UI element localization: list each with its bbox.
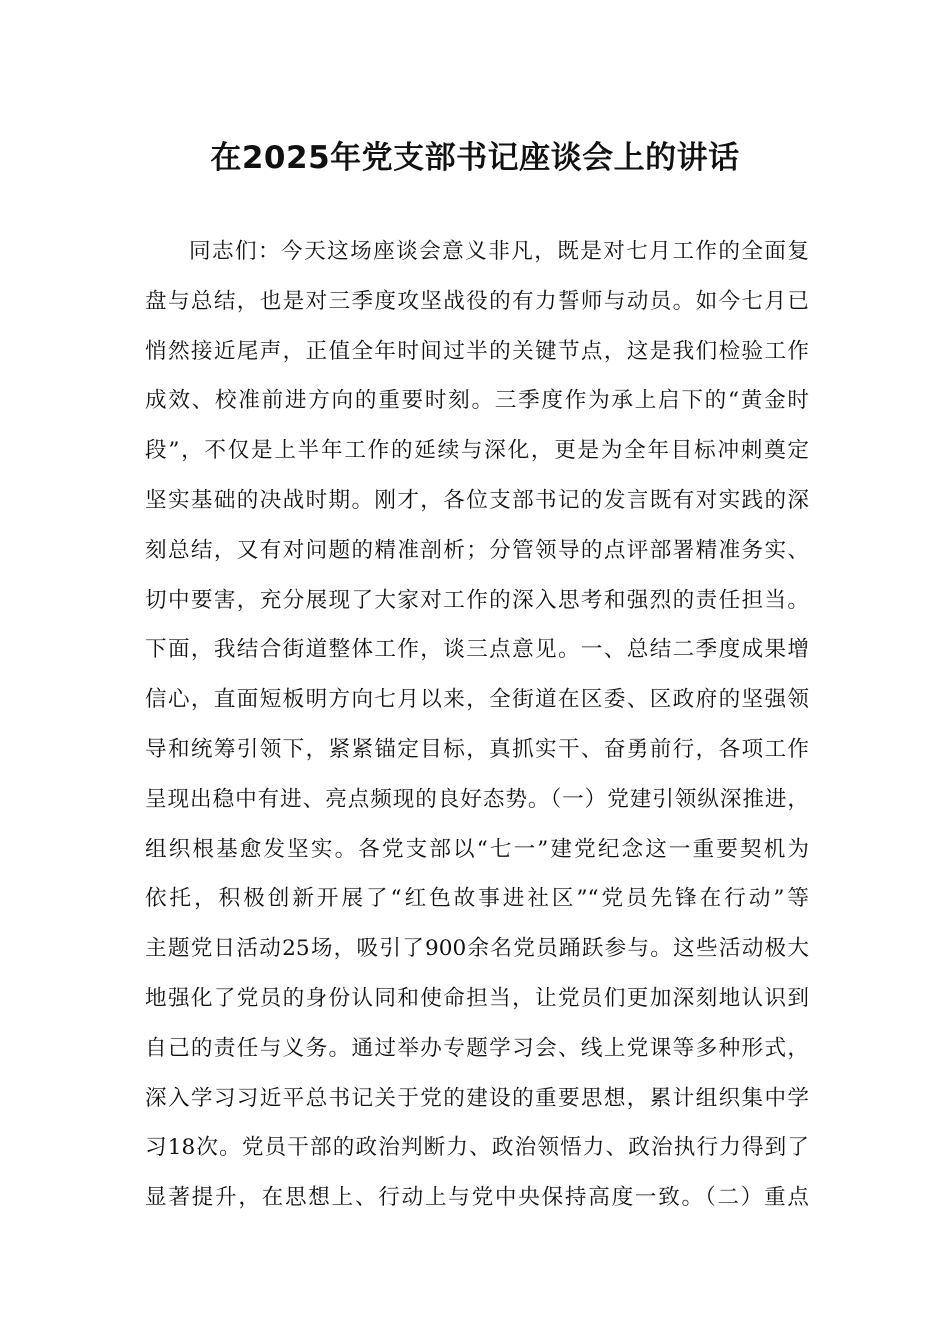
paragraph-line: 刻总结，又有对问题的精准剖析；分管领导的点评部署精准务实、 (145, 537, 809, 563)
paragraph-line: 地强化了党员的身份认同和使命担当，让党员们更加深刻地认识到 (145, 985, 809, 1011)
paragraph-line: 依托，积极创新开展了“红色故事进社区”“党员先锋在行动”等 (145, 886, 809, 912)
paragraph-line: 成效、校准前进方向的重要时刻。三季度作为承上启下的“黄金时 (145, 388, 809, 414)
paragraph-line: 切中要害，充分展现了大家对工作的深入思考和强烈的责任担当。 (145, 587, 809, 613)
paragraph-line: 呈现出稳中有进、亮点频现的良好态势。（一）党建引领纵深推进， (145, 786, 809, 812)
paragraph-line: 习18次。党员干部的政治判断力、政治领悟力、政治执行力得到了 (145, 1135, 809, 1161)
paragraph-line: 组织根基愈发坚实。各党支部以“七一”建党纪念这一重要契机为 (145, 836, 809, 862)
paragraph-line: 导和统筹引领下，紧紧锚定目标，真抓实干、奋勇前行，各项工作 (145, 736, 809, 762)
paragraph-line: 悄然接近尾声，正值全年时间过半的关键节点，这是我们检验工作 (145, 338, 809, 364)
document-body (145, 232, 809, 1228)
paragraph-line: 下面，我结合街道整体工作，谈三点意见。一、总结二季度成果增 (145, 637, 809, 663)
paragraph-line: 显著提升，在思想上、行动上与党中央保持高度一致。（二）重点 (145, 1185, 809, 1211)
paragraph-line: 主题党日活动25场，吸引了900余名党员踊跃参与。这些活动极大 (145, 936, 809, 962)
paragraph-line: 盘与总结，也是对三季度攻坚战役的有力誓师与动员。如今七月已 (145, 288, 809, 314)
paragraph-line: 同志们：今天这场座谈会意义非凡，既是对七月工作的全面复 (189, 239, 809, 264)
document-title: 在2025年党支部书记座谈会上的讲话 (210, 140, 740, 176)
paragraph-line: 段”，不仅是上半年工作的延续与深化，更是为全年目标冲刺奠定 (145, 438, 809, 464)
paragraph-line: 坚实基础的决战时期。刚才，各位支部书记的发言既有对实践的深 (145, 487, 809, 513)
paragraph-line: 信心，直面短板明方向七月以来，全街道在区委、区政府的坚强领 (145, 687, 809, 713)
paragraph-line: 深入学习习近平总书记关于党的建设的重要思想，累计组织集中学 (145, 1085, 809, 1111)
paragraph-line: 自己的责任与义务。通过举办专题学习会、线上党课等多种形式， (145, 1035, 809, 1061)
